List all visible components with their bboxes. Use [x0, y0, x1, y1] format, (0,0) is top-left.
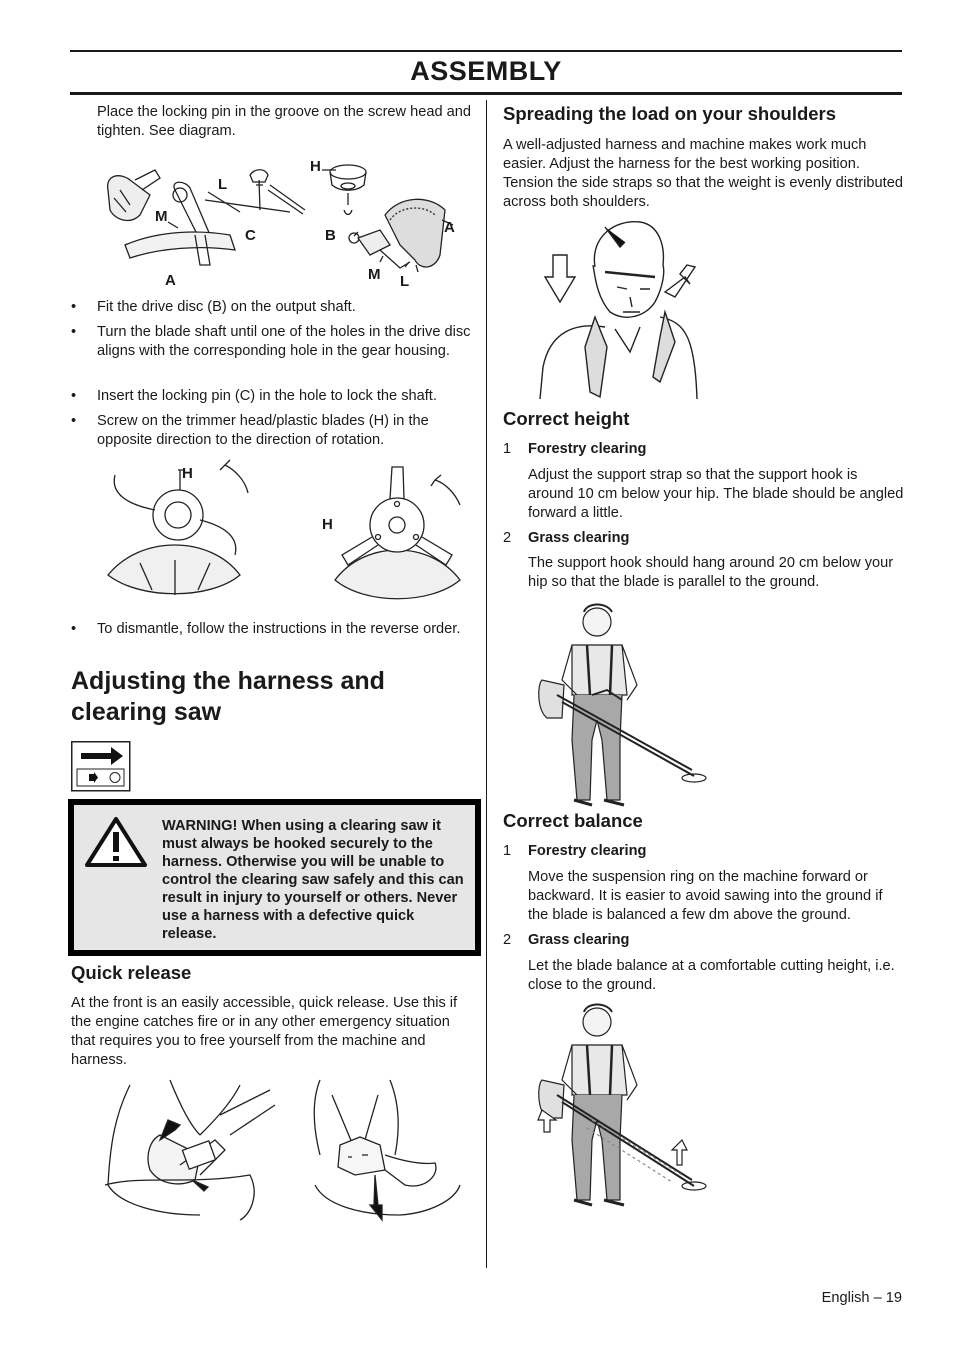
intro-text: Place the locking pin in the groove on the screw head and tighten. See diagram.	[97, 104, 472, 139]
harness-heading-line2: clearing saw	[71, 698, 222, 726]
quick-release-heading: Quick release	[71, 962, 192, 983]
balance-item-1-number: 1	[503, 843, 512, 859]
warning-box	[68, 799, 481, 956]
list-item	[71, 387, 471, 406]
reference-arrow-icon	[71, 741, 131, 792]
height-heading: Correct height	[503, 408, 630, 429]
diagram1-label-m2: M	[368, 266, 381, 283]
header-top-rule	[70, 50, 902, 52]
balance-item-2-text: Let the blade balance at a comfortable cutting height, i.e. close to the ground.	[528, 958, 895, 993]
bullet-text: Fit the drive disc (B) on the output shaft.	[97, 299, 356, 315]
quick-release-text: At the front is an easily accessible, quick release. Use this if the engine catches fire or in any other emergency situation that requires you to free yourself from the machine and harness.	[71, 995, 458, 1068]
trimmer-head-diagram	[100, 455, 470, 615]
height-item-1-text: Adjust the support strap so that the support hook is around 10 cm below your hip. The blade should be angled forward a little.	[528, 467, 904, 521]
bullet-marker: •	[71, 621, 77, 637]
list-item	[71, 298, 471, 317]
diagram1-label-a: A	[165, 272, 176, 289]
diagram1-label-c: C	[245, 227, 256, 244]
harness-shoulders-illustration	[535, 217, 705, 402]
header-bottom-rule	[70, 92, 902, 95]
diagram1-label-a2: A	[444, 219, 455, 236]
bullet-text: Turn the blade shaft until one of the holes in the drive disc aligns with the corresponding hole in the gear housing.	[97, 324, 471, 359]
bullet-marker: •	[71, 324, 77, 340]
height-item-1-number: 1	[503, 441, 512, 457]
diagram1-label-l2: L	[400, 273, 410, 290]
balance-item-2-title: Grass clearing	[528, 932, 630, 948]
correct-balance-illustration	[532, 1000, 712, 1210]
bullet-marker: •	[71, 299, 77, 315]
warning-triangle-icon	[84, 816, 148, 868]
correct-height-illustration	[532, 600, 712, 810]
bullet-marker: •	[71, 388, 77, 404]
list-item	[71, 412, 471, 450]
diagram1-label-h: H	[310, 158, 321, 175]
height-item-1-title: Forestry clearing	[528, 441, 647, 457]
height-item-2-title: Grass clearing	[528, 530, 630, 546]
list-item	[71, 620, 471, 658]
harness-heading-line1: Adjusting the harness and	[71, 667, 385, 695]
diagram1-label-l: L	[218, 176, 228, 193]
shoulders-heading: Spreading the load on your shoulders	[503, 103, 837, 124]
bullet-text: Screw on the trimmer head/plastic blades (H) in the opposite direction to the direction of rotation.	[97, 413, 429, 448]
list-item	[71, 323, 471, 380]
section-title: ASSEMBLY	[410, 56, 562, 86]
height-item-2-text: The support hook should hang around 20 cm below your hip so that the blade is parallel to the ground.	[528, 555, 894, 590]
bullet-text: Insert the locking pin (C) in the hole to lock the shaft.	[97, 388, 437, 404]
diagram2-label-h2: H	[322, 516, 333, 533]
diagram2-label-h1: H	[182, 465, 193, 482]
diagram1-label-m: M	[155, 208, 168, 225]
warning-text: WARNING! When using a clearing saw it must always be hooked securely to the harness. Otherwise you will be unable to control the clearing saw safely and this can result in injury to yourself or others. Never use a harness with a defective quick release.	[162, 818, 464, 942]
balance-item-1-text: Move the suspension ring on the machine forward or backward. It is easier to avoid sawing into the ground if the blade is balanced a few dm above the ground.	[528, 869, 883, 923]
bullet-marker: •	[71, 413, 77, 429]
diagram1-label-b: B	[325, 227, 336, 244]
balance-item-1-title: Forestry clearing	[528, 843, 647, 859]
bullet-text: To dismantle, follow the instructions in the reverse order.	[97, 621, 461, 637]
balance-heading: Correct balance	[503, 810, 643, 831]
balance-item-2-number: 2	[503, 932, 512, 948]
warning-box-inner	[74, 805, 475, 950]
page-number: English – 19	[821, 1290, 902, 1306]
column-divider	[486, 100, 487, 1268]
quick-release-illustration	[100, 1075, 470, 1225]
shoulders-text: A well-adjusted harness and machine makes work much easier. Adjust the harness for the best working position. Tension the side straps so that the weight is evenly distributed across both shoulders.	[503, 137, 903, 210]
height-item-2-number: 2	[503, 530, 512, 546]
